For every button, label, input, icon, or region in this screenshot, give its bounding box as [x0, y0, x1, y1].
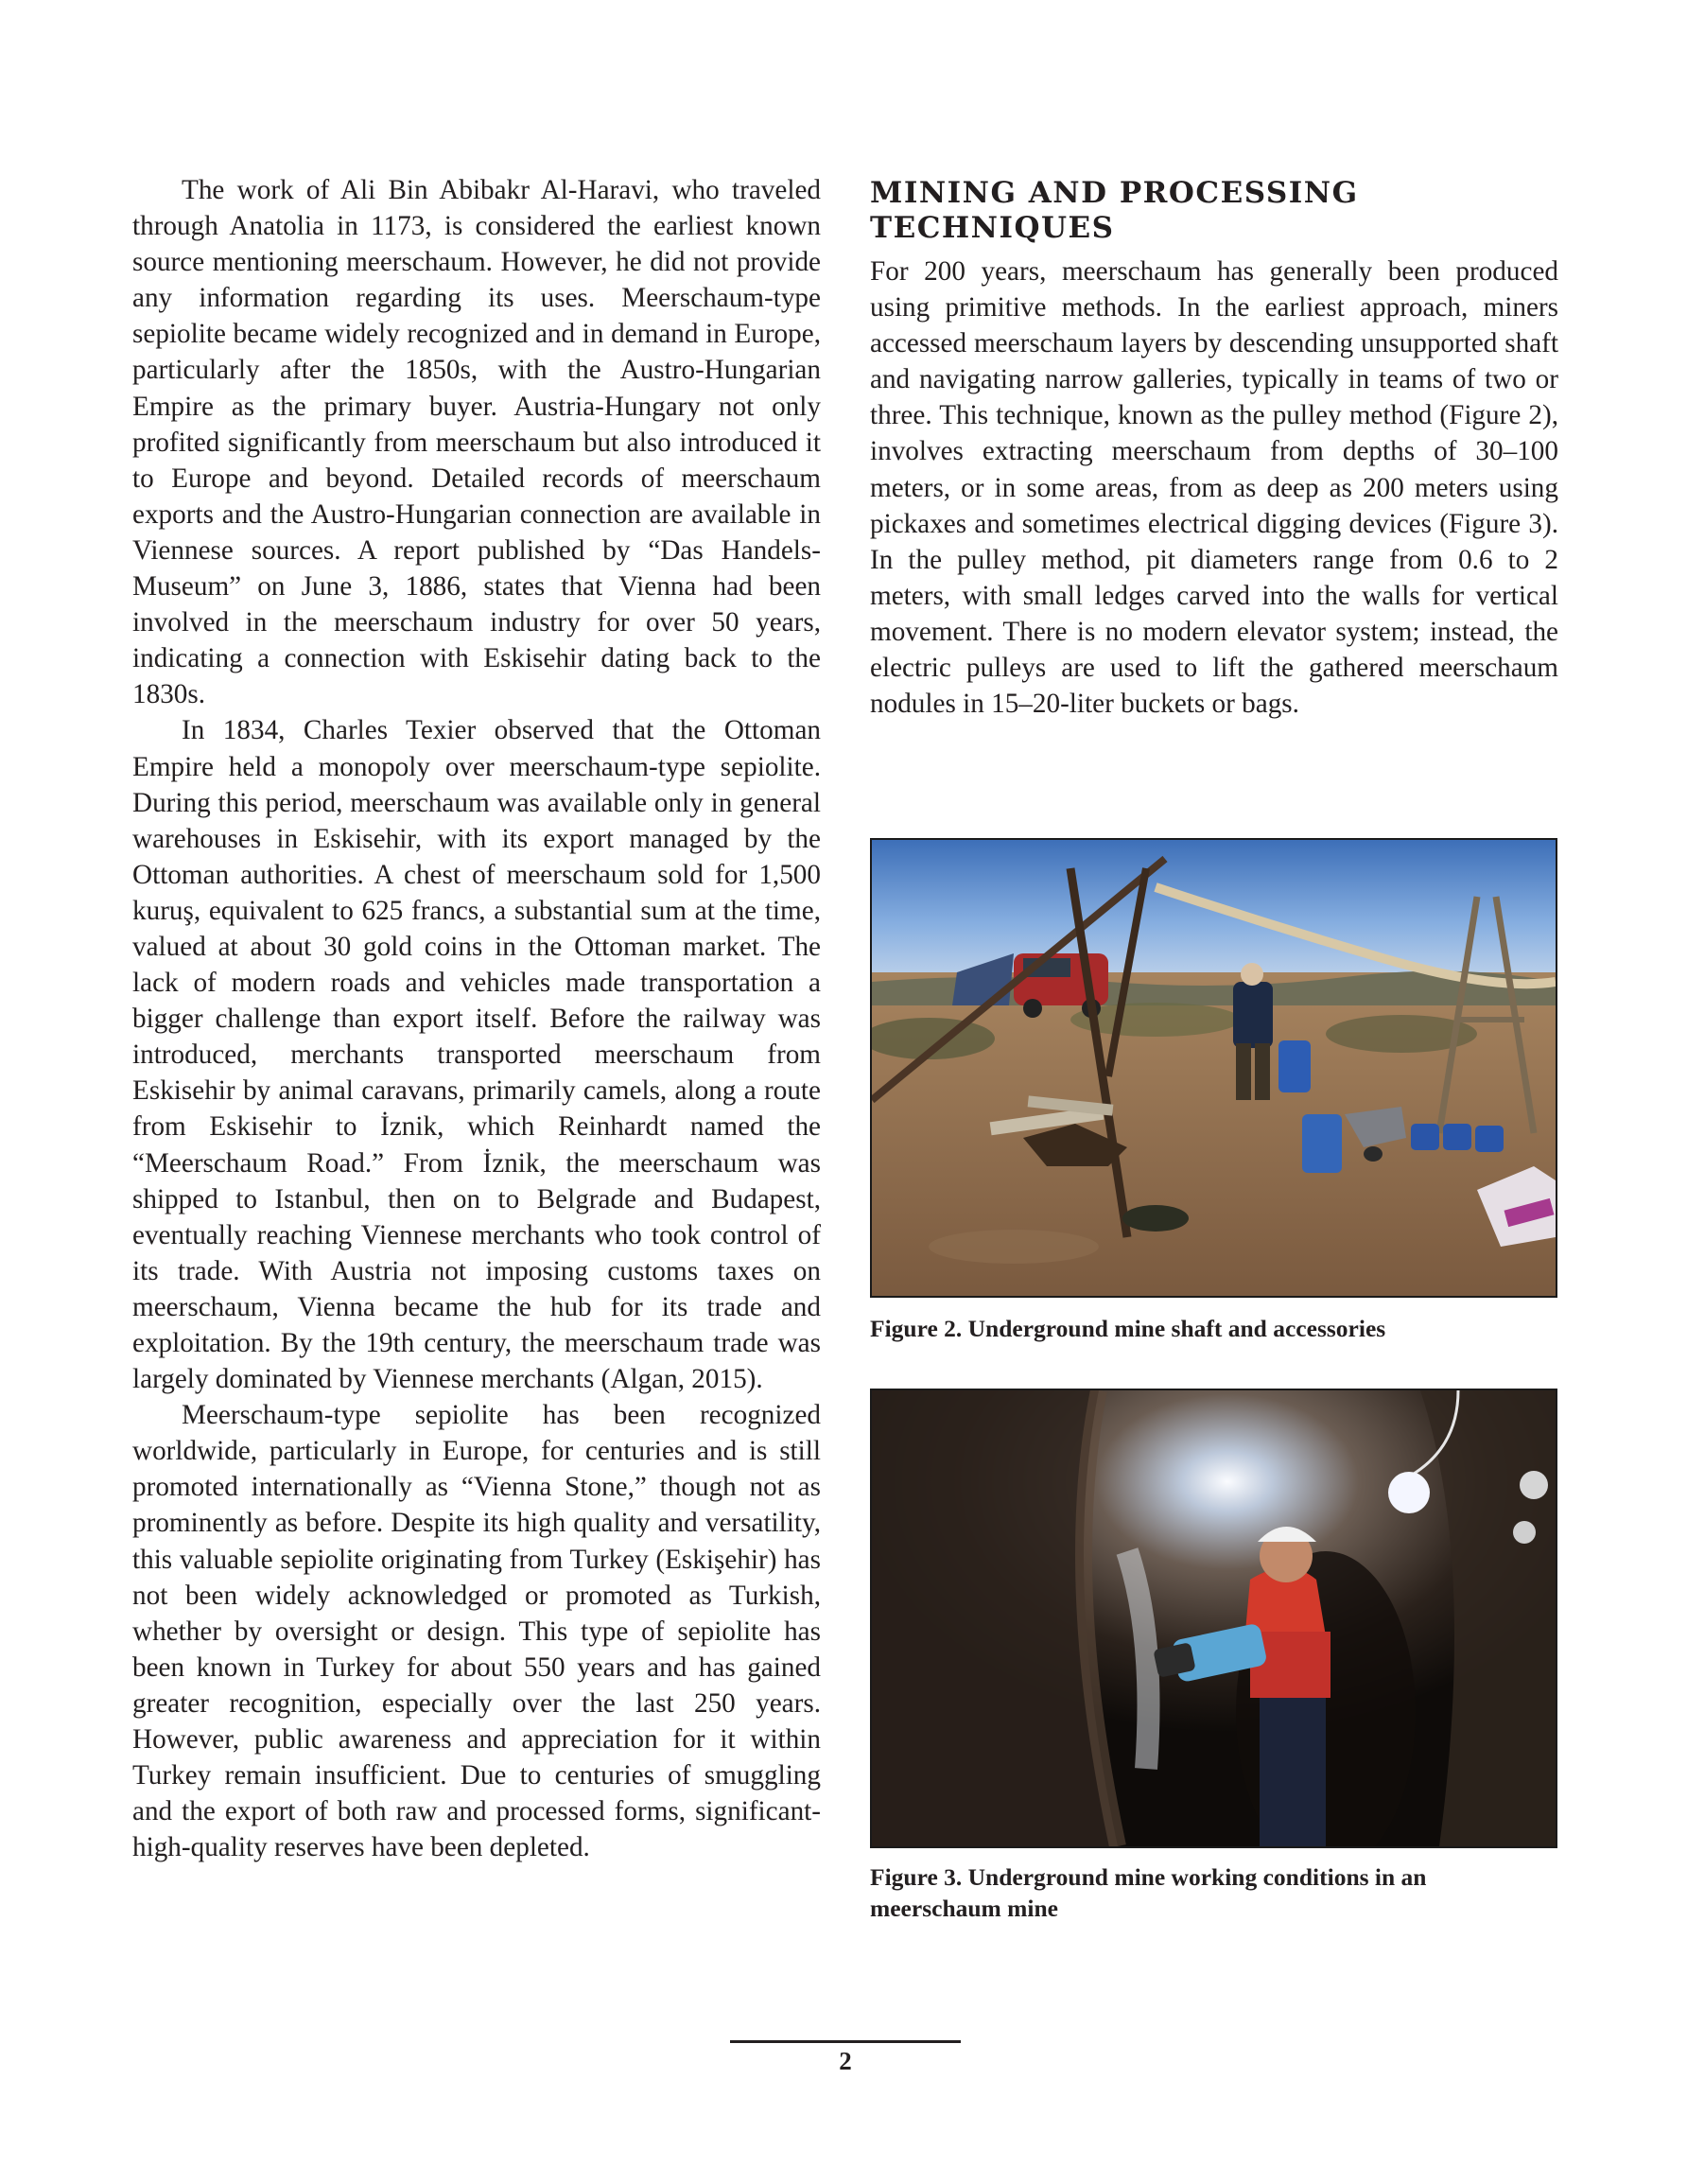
footer-rule: [730, 2040, 961, 2043]
section-heading: [870, 176, 1558, 246]
figure-3-photo: [870, 1389, 1557, 1848]
section-heading-line2: TECHNIQUES: [870, 211, 1115, 245]
paragraph-vienna-stone: Meerschaum-type sepiolite has been recognized worldwide, particularly in Europe, for centuries and is still promoted internationally as “Vienna Stone,” though not as prominently as before. Despite its high quality and versatility, this valuable sepiolite originating from Turkey (Eskişehir) has not been widely acknowledged or promoted as Turkish, whether by oversight or design. This type of sepiolite has been known in Turkey for about 550 years and has gained greater recognition, especially over the last 250 years. However, public awareness and appreciation for it within Turkey remain insufficient. Due to centuries of smuggling and the export of both raw and processed forms, significant-high-quality reserves have been depleted.: [132, 1400, 821, 1863]
figure-3-caption-line1: Figure 3. Underground mine working conditions in an: [870, 1863, 1427, 1891]
underground-miner-scene: [872, 1390, 1556, 1846]
figure-3-caption: [870, 1861, 1560, 1924]
page-number: 2: [839, 2047, 852, 2075]
figure-2-photo: [870, 838, 1557, 1298]
paragraph-mining-methods: For 200 years, meerschaum has generally been produced using primitive methods. In the earliest approach, miners accessed meerschaum layers by descending unsupported shaft and navigating narrow galleries, typically in teams of two or three. This technique, known as the pulley method (Figure 2), involves extracting meerschaum from depths of 30–100 meters, or in some areas, from as deep as 200 meters using pickaxes and sometimes electrical digging devices (Figure 3). In the pulley method, pit diameters range from 0.6 to 2 meters, with small ledges carved into the walls for vertical movement. There is no modern elevator system; instead, the electric pulleys are used to lift the gathered meerschaum nodules in 15–20-liter buckets or bags.: [870, 256, 1558, 720]
section-heading-line1: MINING AND PROCESSING: [870, 176, 1359, 210]
figure-3-caption-line2: meerschaum mine: [870, 1895, 1058, 1922]
paragraph-al-haravi: The work of Ali Bin Abibakr Al-Haravi, who traveled through Anatolia in 1173, is considered the earliest known source mentioning meerschaum. However, he did not provide any information regarding its uses. Meerschaum-type sepiolite became widely recognized and in demand in Europe, particularly after the 1850s, with the Austro-Hungarian Empire as the primary buyer. Austria-Hungary not only profited significantly from meerschaum but also introduced it to Europe and beyond. Detailed records of meerschaum exports and the Austro-Hungarian connection are available in Viennese sources. A report published by “Das Handels-Museum” on June 3, 1886, states that Vienna had been involved in the meerschaum industry for over 50 years, indicating a connection with Eskisehir dating back to the 1830s.: [132, 175, 821, 710]
paragraph-texier: In 1834, Charles Texier observed that the Ottoman Empire held a monopoly over meerschaum-type sepiolite. During this period, meerschaum was available only in general warehouses in Eskisehir, with its export managed by the Ottoman authorities. A chest of meerschaum sold for 1,500 kuruş, equivalent to 625 francs, a substantial sum at the time, valued at about 30 gold coins in the Ottoman market. The lack of modern roads and vehicles made transportation a bigger challenge than export itself. Before the railway was introduced, merchants transported meerschaum from Eskisehir by animal caravans, primarily camels, along a route from Eskisehir to İznik, which Reinhardt named the “Meerschaum Road.” From İznik, the meerschaum was shipped to Istanbul, then on to Belgrade and Budapest, eventually reaching Viennese merchants who took control of its trade. With Austria not imposing customs taxes on meerschaum, Vienna became the hub for its trade and exploitation. By the 19th century, the meerschaum trade was largely dominated by Viennese merchants (Algan, 2015).: [132, 715, 821, 1395]
mine-shaft-scene: [872, 840, 1556, 1296]
right-column: [870, 176, 1558, 722]
left-column: [132, 172, 821, 1865]
figure-2-caption: Figure 2. Underground mine shaft and accessories: [870, 1315, 1386, 1342]
